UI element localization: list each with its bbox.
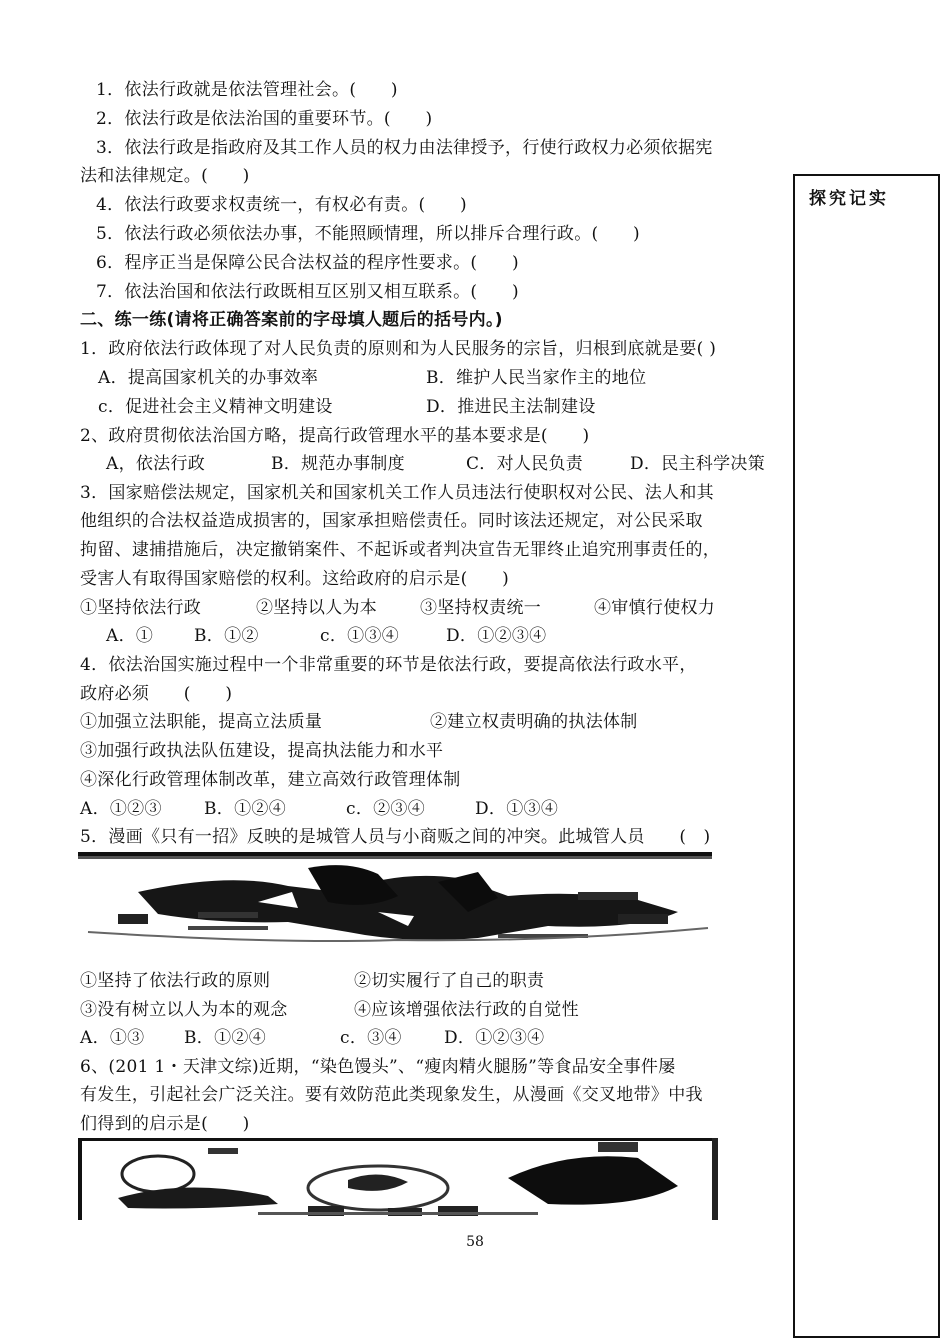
cartoon-cross-zone-image xyxy=(78,1138,718,1220)
q4-option-c: c．②③④ xyxy=(346,799,426,819)
q2-stem: 2、政府贯彻依法治国方略，提高行政管理水平的基本要求是( ) xyxy=(80,426,590,446)
judge-item-3: 3．依法行政是指政府及其工作人员的权力由法律授予，行使行政权力必须依据宪 xyxy=(96,138,713,158)
q5-statement-1: ①坚持了依法行政的原则 xyxy=(80,971,271,991)
q4-stem-line-1: 4．依法治国实施过程中一个非常重要的环节是依法行政，要提高依法行政水平， xyxy=(80,655,697,675)
q3-option-b: B．①② xyxy=(194,626,259,646)
q3-stem-line-4: 受害人有取得国家赔偿的权利。这给政府的启示是( ) xyxy=(80,569,510,589)
q3-option-c: c．①③④ xyxy=(320,626,400,646)
q3-statement-1: ①坚持依法行政 xyxy=(80,598,202,618)
q2-option-c: C．对人民负责 xyxy=(466,454,584,474)
q3-stem-line-1: 3．国家赔偿法规定，国家机关和国家机关工作人员违法行使职权对公民、法人和其 xyxy=(80,483,714,503)
q4-option-a: A．①②③ xyxy=(80,799,162,819)
q1-stem: 1．政府依法行政体现了对人民负责的原则和为人民服务的宗旨，归根到底就是要( ) xyxy=(80,339,717,359)
q4-statement-4: ④深化行政管理体制改革，建立高效行政管理体制 xyxy=(80,770,461,790)
q6-stem-line-3: 们得到的启示是( ) xyxy=(80,1114,250,1134)
inquiry-notes-box xyxy=(793,174,940,1338)
q2-option-a: A，依法行政 xyxy=(106,454,206,474)
cartoon-only-one-trick xyxy=(78,852,712,948)
q5-option-b: B．①②④ xyxy=(184,1028,266,1048)
q5-option-c: c．③④ xyxy=(340,1028,402,1048)
q3-stem-line-3: 拘留、逮捕措施后，决定撤销案件、不起诉或者判决宣告无罪终止追究刑事责任的， xyxy=(80,540,721,560)
q5-statement-3: ③没有树立以人为本的观念 xyxy=(80,1000,288,1020)
judge-item-1: 1．依法行政就是依法管理社会。( ) xyxy=(96,80,398,100)
q1-option-a: A．提高国家机关的办事效率 xyxy=(98,368,319,388)
q4-option-b: B．①②④ xyxy=(204,799,286,819)
judge-item-4: 4．依法行政要求权责统一，有权必有责。( ) xyxy=(96,195,467,215)
q2-option-b: B．规范办事制度 xyxy=(271,454,405,474)
q3-statement-2: ②坚持以人为本 xyxy=(256,598,378,618)
q3-stem-line-2: 他组织的合法权益造成损害的，国家承担赔偿责任。同时该法还规定，对公民采取 xyxy=(80,511,703,531)
q2-option-d: D．民主科学决策 xyxy=(630,454,766,474)
q4-option-d: D．①③④ xyxy=(475,799,559,819)
q4-statement-1: ①加强立法职能，提高立法质量 xyxy=(80,712,323,732)
cartoon-cross-zone xyxy=(78,1138,718,1220)
q6-stem-line-2: 有发生，引起社会广泛关注。要有效防范此类现象发生，从漫画《交叉地带》中我 xyxy=(80,1085,703,1105)
q5-stem: 5．漫画《只有一招》反映的是城管人员与小商贩之间的冲突。此城管人员 ( ) xyxy=(80,827,711,847)
q3-statement-4: ④审慎行使权力 xyxy=(594,598,716,618)
q4-stem-line-2: 政府必须 ( ) xyxy=(80,684,233,704)
q5-option-a: A．①③ xyxy=(80,1028,145,1048)
q4-statement-2: ②建立权责明确的执法体制 xyxy=(430,712,638,732)
page-number: 58 xyxy=(466,1234,484,1250)
q3-option-d: D．①②③④ xyxy=(446,626,547,646)
q3-option-a: A．① xyxy=(106,626,154,646)
inquiry-notes-title: 探究记实 xyxy=(809,189,889,209)
q1-option-d: D．推进民主法制建设 xyxy=(426,397,596,417)
section-2-heading: 二、练一练(请将正确答案前的字母填人题后的括号内。) xyxy=(80,310,503,330)
judge-item-6: 6．程序正当是保障公民合法权益的程序性要求。( ) xyxy=(96,253,519,273)
q1-option-c: c．促进社会主义精神文明建设 xyxy=(98,397,333,417)
q4-statement-3: ③加强行政执法队伍建设，提高执法能力和水平 xyxy=(80,741,444,761)
q3-statement-3: ③坚持权责统一 xyxy=(420,598,542,618)
q5-statement-2: ②切实履行了自己的职责 xyxy=(354,971,545,991)
q1-option-b: B．维护人民当家作主的地位 xyxy=(426,368,647,388)
q5-option-d: D．①②③④ xyxy=(444,1028,545,1048)
q6-stem-line-1: 6、(201 1・天津文综)近期，“染色馒头”、“瘦肉精火腿肠”等食品安全事件屡 xyxy=(80,1057,676,1077)
cartoon-only-one-trick-image xyxy=(78,852,712,948)
judge-item-5: 5．依法行政必须依法办事，不能照顾情理，所以排斥合理行政。( ) xyxy=(96,224,640,244)
q5-statement-4: ④应该增强依法行政的自觉性 xyxy=(354,1000,579,1020)
judge-item-3-cont: 法和法律规定。( ) xyxy=(80,166,250,186)
judge-item-7: 7．依法治国和依法行政既相互区别又相互联系。( ) xyxy=(96,282,519,302)
judge-item-2: 2．依法行政是依法治国的重要环节。( ) xyxy=(96,109,433,129)
